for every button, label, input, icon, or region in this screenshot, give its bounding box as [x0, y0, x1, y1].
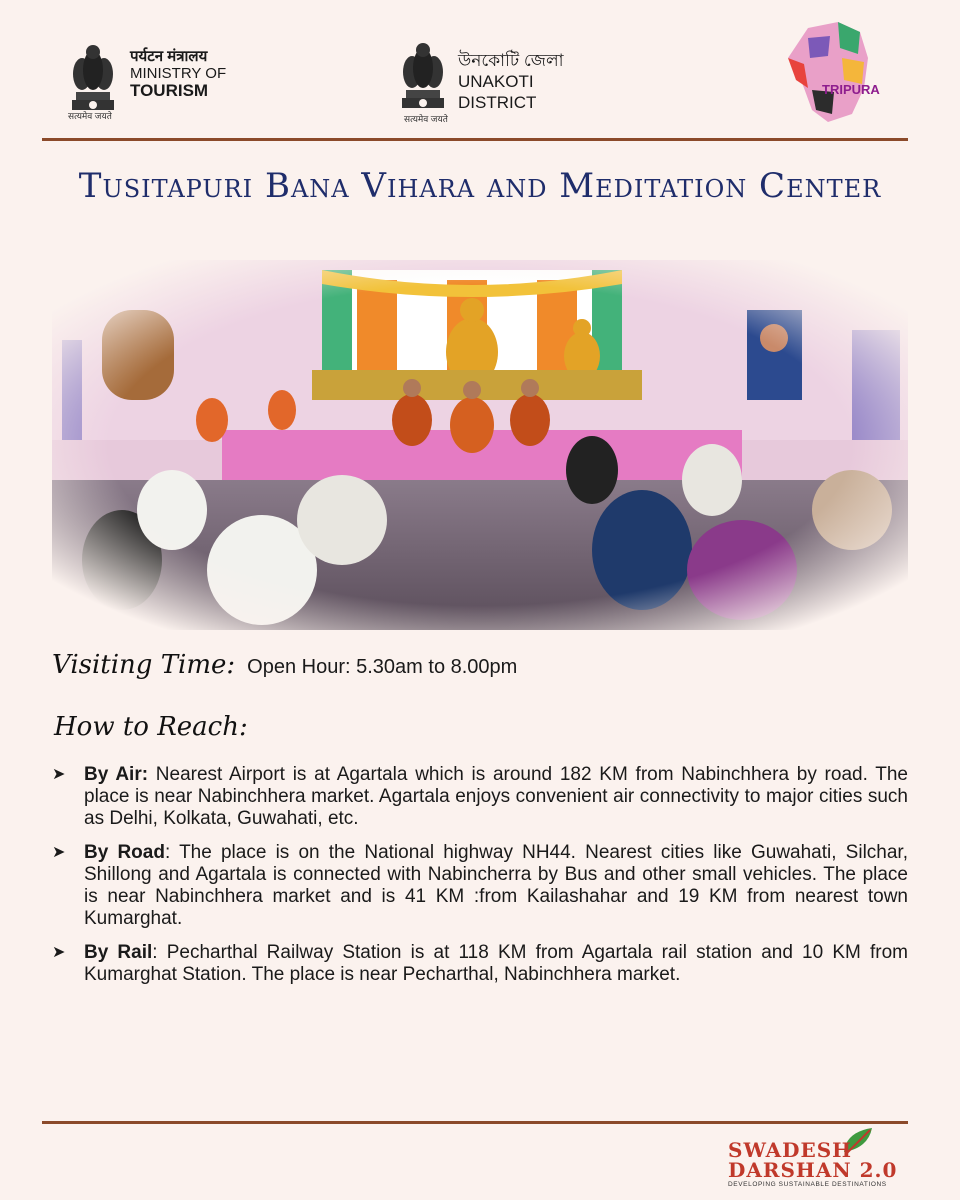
how-to-reach-heading: How to Reach:	[54, 712, 248, 742]
district-emblem-motto: सत्यमेव जयते	[404, 114, 448, 124]
reach-text: : Pecharthal Railway Station is at 118 KM from Agartala rail station and 10 KM from Kumarghat Station. The place is near Pecharthal, Nabinchhera market.	[84, 942, 908, 985]
district-line2: DISTRICT	[458, 93, 537, 112]
arrow-bullet-icon: ➤	[52, 944, 66, 961]
ministry-hindi: पर्यटन मंत्रालय	[130, 48, 208, 65]
unakoti-district-logo	[458, 50, 564, 113]
footer-divider	[42, 1121, 908, 1124]
national-emblem-icon	[68, 38, 118, 118]
tripura-label: TRIPURA	[822, 82, 880, 97]
logo-version: 2.0	[851, 1158, 898, 1182]
logo-darshan: DARSHAN	[728, 1158, 852, 1182]
reach-text: : The place is on the National highway NH44. Nearest cities like Guwahati, Silchar, Shillong and Agartala is connected with Nabincherra by Bus and other small vehicles. The place is near Nabinchhera market and is 41 KM :from Kailashahar and 19 KM from nearest town Kumarghat.	[84, 842, 908, 929]
swadesh-darshan-logo	[716, 1126, 906, 1192]
page-header	[0, 0, 960, 140]
meditation-hall-photo	[52, 260, 908, 630]
how-to-reach-list	[52, 764, 908, 998]
arrow-bullet-icon: ➤	[52, 766, 66, 783]
header-divider	[42, 138, 908, 141]
district-bengali: উনকোটি জেলা	[458, 51, 564, 70]
reach-mode: By Air:	[84, 764, 149, 785]
list-item-by-rail	[52, 942, 908, 986]
tripura-tourism-logo-icon	[768, 18, 888, 128]
visiting-time	[52, 650, 517, 686]
emblem-motto: सत्यमेव जयते	[68, 111, 112, 121]
ministry-line1: MINISTRY OF	[130, 65, 227, 82]
district-emblem-icon	[398, 36, 448, 116]
district-line1: UNAKOTI	[458, 72, 534, 91]
arrow-bullet-icon: ➤	[52, 844, 66, 861]
logo-line1: SWADESH	[728, 1138, 853, 1162]
reach-text: Nearest Airport is at Agartala which is around 182 KM from Nabinchhera by road. The place is near Nabinchhera market. Agartala enjoys convenient air connectivity to major cities such as Delhi, Kolkata, Guwahati, etc.	[84, 764, 908, 829]
reach-mode: By Road	[84, 842, 165, 863]
page-title: Tusitapuri Bana Vihara and Meditation Center	[78, 166, 882, 206]
list-item-by-air	[52, 764, 908, 830]
reach-mode: By Rail	[84, 942, 153, 963]
visiting-time-value: Open Hour: 5.30am to 8.00pm	[247, 656, 518, 678]
ministry-of-tourism-logo	[130, 48, 226, 99]
logo-line2	[728, 1158, 897, 1182]
visiting-time-label: Visiting Time:	[52, 650, 236, 680]
ministry-line2: TOURISM	[130, 81, 209, 100]
logo-tagline: DEVELOPING SUSTAINABLE DESTINATIONS	[728, 1181, 887, 1188]
list-item-by-road	[52, 842, 908, 930]
